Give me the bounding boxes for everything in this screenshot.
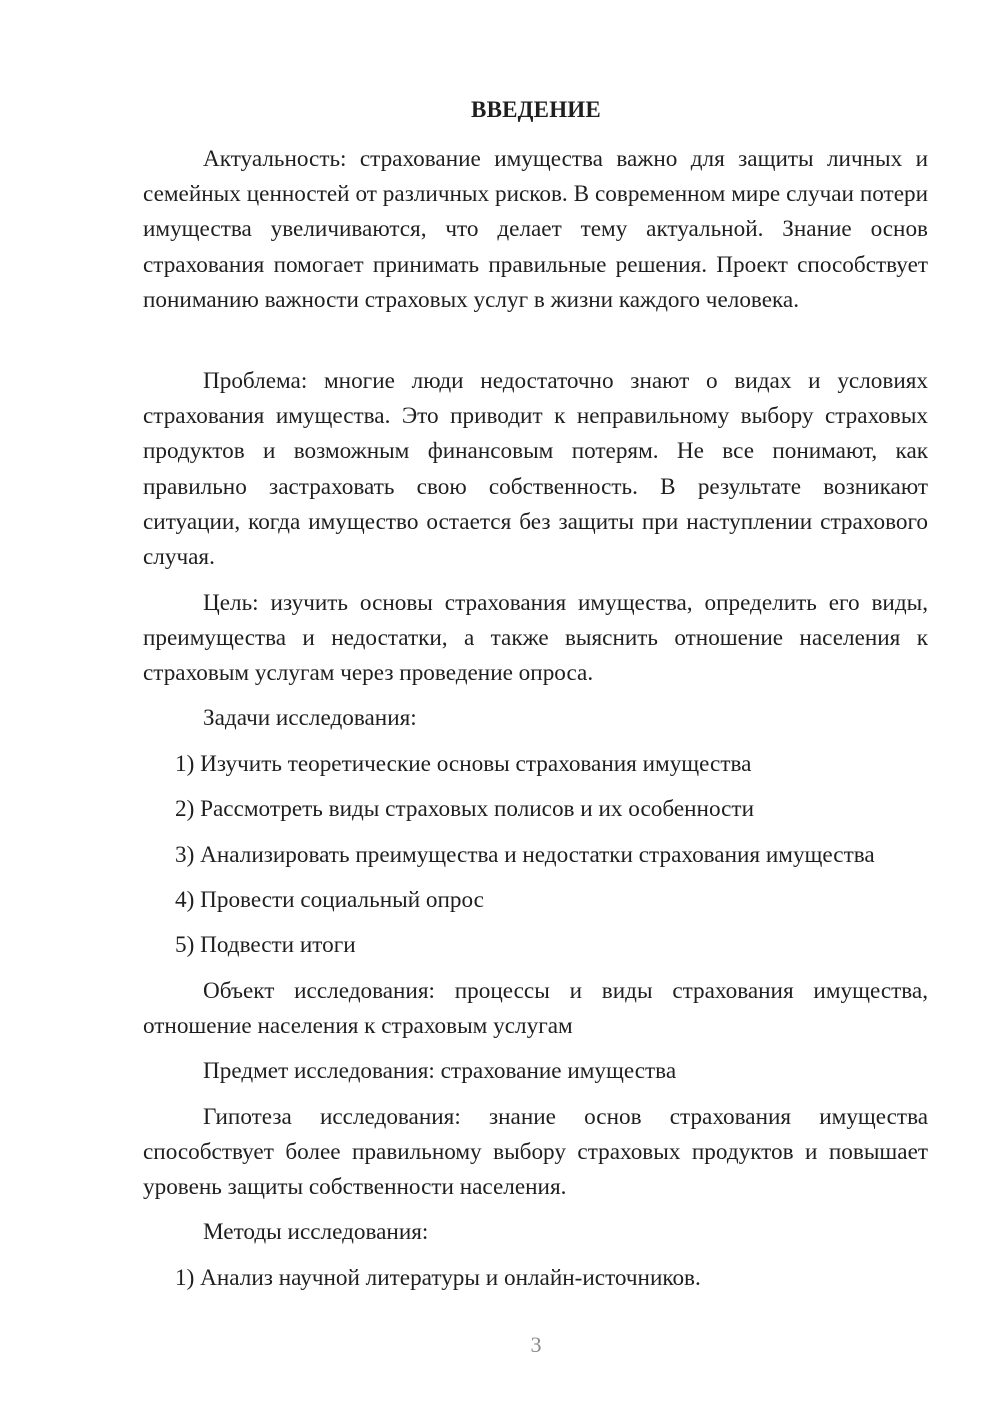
method-item: 1) Анализ научной литературы и онлайн-источников. [175,1265,701,1291]
task-item: 4) Провести социальный опрос [175,887,484,913]
task-item: 5) Подвести итоги [175,932,356,958]
paragraph-relevance: Актуальность: страхование имущества важно для защиты личных и семейных ценностей от различных рисков. В современном мире случаи потери имущества увеличиваются, что делает тему актуальной. Знание основ страхования помогает принимать правильные решения. Проект способствует пониманию важности страховых услуг в жизни каждого человека. [143,146,928,313]
task-item: 3) Анализировать преимущества и недостатки страхования имущества [175,842,875,868]
methods-heading: Методы исследования: [203,1219,429,1245]
tasks-heading: Задачи исследования: [203,705,417,731]
paragraph-goal: Цель: изучить основы страхования имущества, определить его виды, преимущества и недостатки, а также выяснить отношение населения к страховым услугам через проведение опроса. [143,590,928,687]
paragraph-object: Объект исследования: процессы и виды страхования имущества, отношение населения к страховым услугам [143,978,928,1040]
task-item: 1) Изучить теоретические основы страхования имущества [175,751,752,777]
page-number: 3 [530,1332,542,1357]
task-item: 2) Рассмотреть виды страховых полисов и их особенности [175,796,754,822]
paragraph-subject: Предмет исследования: страхование имущества [203,1058,677,1084]
page-title: ВВЕДЕНИЕ [471,97,601,122]
paragraph-hypothesis: Гипотеза исследования: знание основ страхования имущества способствует более правильному выбору страховых продуктов и повышает уровень защиты собственности населения. [143,1104,928,1201]
paragraph-problem: Проблема: многие люди недостаточно знают о видах и условиях страхования имущества. Это приводит к неправильному выбору страховых продуктов и возможным финансовым потерям. Не все понимают, как правильно застраховать свою собственность. В результате возникают ситуации, когда имущество остается без защиты при наступлении страхового случая. [143,368,928,571]
